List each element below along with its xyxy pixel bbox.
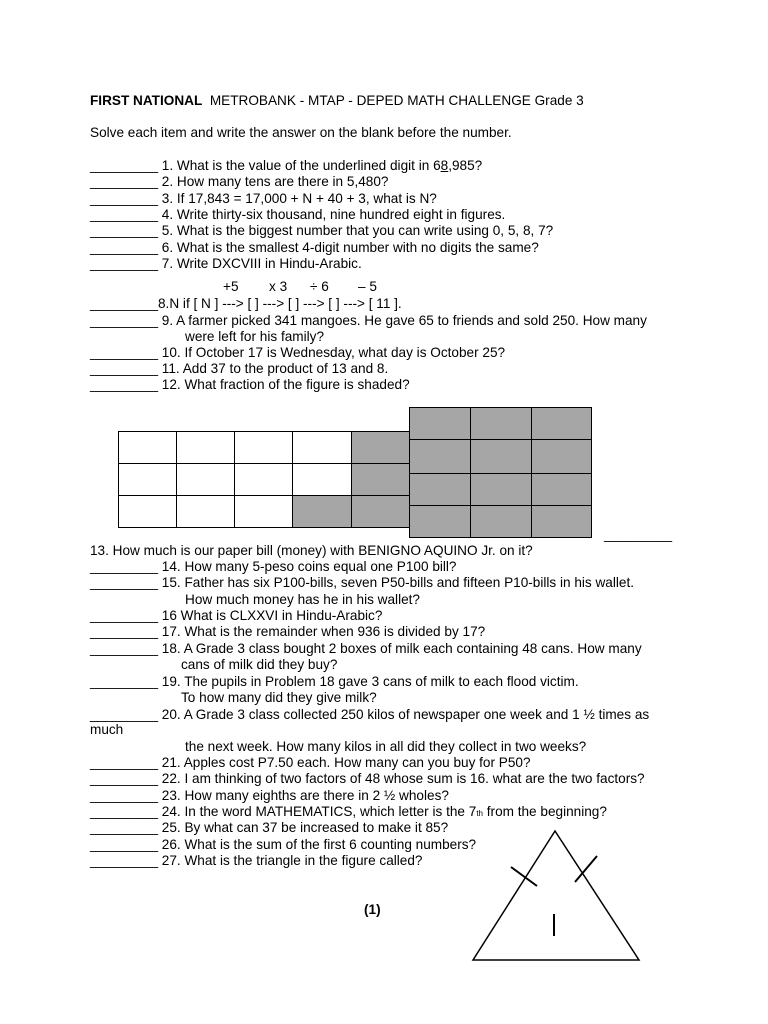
question-24: _________ 24. In the word MATHEMATICS, which letter is the 7th from the beginning? xyxy=(90,804,607,819)
answer-blank[interactable]: _________ xyxy=(90,377,159,392)
question-21: _________ 21. Apples cost P7.50 each. How many can you buy for P50? xyxy=(90,755,531,770)
answer-blank[interactable]: _________ xyxy=(90,788,159,803)
answer-blank[interactable]: _________ xyxy=(90,575,159,590)
question-27: _________ 27. What is the triangle in the figure called? xyxy=(90,853,423,868)
instructions: Solve each item and write the answer on the blank before the number. xyxy=(90,125,512,140)
question-9-continued: were left for his family? xyxy=(185,329,325,344)
answer-blank[interactable]: _________ xyxy=(90,191,159,206)
question-19: _________ 19. The pupils in Problem 18 gave 3 cans of milk to each flood victim. xyxy=(90,674,579,689)
answer-blank[interactable]: _________ xyxy=(90,256,159,271)
answer-blank[interactable]: _________ xyxy=(90,624,159,639)
answer-blank[interactable]: _________ xyxy=(90,361,159,376)
answer-blank[interactable]: _________ xyxy=(90,707,159,722)
question-7: _________ 7. Write DXCVIII in Hindu-Arabic. xyxy=(90,256,362,271)
question-1: _________ 1. What is the value of the underlined digit in 68,985? xyxy=(90,158,483,173)
question-15: _________ 15. Father has six P100-bills, seven P50-bills and fifteen P10-bills in his wallet. xyxy=(90,575,635,590)
question-12: _________ 12. What fraction of the figure is shaded? xyxy=(90,377,410,392)
question-13: 13. How much is our paper bill (money) with BENIGNO AQUINO Jr. on it? xyxy=(90,543,533,558)
title-rest: METROBANK - MTAP - DEPED MATH CHALLENGE Grade 3 xyxy=(209,93,584,108)
question-15-continued: How much money has he in his wallet? xyxy=(185,592,420,607)
answer-blank[interactable]: _________ xyxy=(90,837,159,852)
question-6: _________ 6. What is the smallest 4-digit number with no digits the same? xyxy=(90,240,539,255)
question-10: _________ 10. If October 17 is Wednesday, what day is October 25? xyxy=(90,345,506,360)
question-2: _________ 2. How many tens are there in 5,480? xyxy=(90,174,389,189)
op-minus-5: – 5 xyxy=(358,279,377,294)
question-4: _________ 4. Write thirty-six thousand, nine hundred eight in figures. xyxy=(90,207,506,222)
question-9: _________ 9. A farmer picked 341 mangoes. He gave 65 to friends and sold 250. How many xyxy=(90,313,647,328)
answer-blank[interactable]: _________ xyxy=(90,223,159,238)
question-20: _________ 20. A Grade 3 class collected 250 kilos of newspaper one week and 1 ½ times as xyxy=(90,707,650,722)
question-11: _________ 11. Add 37 to the product of 13 and 8. xyxy=(90,361,389,376)
op-divide-6: ÷ 6 xyxy=(310,279,329,294)
answer-blank-13[interactable]: _________ xyxy=(604,527,673,542)
question-23: _________ 23. How many eighths are there in 2 ½ wholes? xyxy=(90,788,449,803)
answer-blank[interactable]: _________ xyxy=(90,158,159,173)
answer-blank[interactable]: _________ xyxy=(90,755,159,770)
answer-blank[interactable]: _________ xyxy=(90,771,159,786)
question-20-continued: the next week. How many kilos in all did they collect in two weeks? xyxy=(185,739,587,754)
answer-blank[interactable]: _________ xyxy=(90,296,159,311)
answer-blank[interactable]: _________ xyxy=(90,674,159,689)
question-8: _________8.N if [ N ] ---> [ ] ---> [ ] ---> [ ] ---> [ 11 ]. xyxy=(90,296,402,311)
answer-blank[interactable]: _________ xyxy=(90,313,159,328)
question-22: _________ 22. I am thinking of two factors of 48 whose sum is 16. what are the two factors? xyxy=(90,771,645,786)
title-bold: FIRST NATIONAL xyxy=(90,93,203,108)
question-16: _________ 16 What is CLXXVI in Hindu-Arabic? xyxy=(90,608,383,623)
answer-blank[interactable]: _________ xyxy=(90,345,159,360)
answer-blank[interactable]: _________ xyxy=(90,853,159,868)
answer-blank[interactable]: _________ xyxy=(90,641,159,656)
answer-blank[interactable]: _________ xyxy=(90,207,159,222)
question-19-continued: To how many did they give milk? xyxy=(181,690,377,705)
page-number: (1) xyxy=(364,902,381,917)
tick-mark-left xyxy=(511,867,537,886)
question-20-wrap: much xyxy=(90,722,124,737)
ordinal-suffix: th xyxy=(476,809,483,818)
answer-blank[interactable]: _________ xyxy=(90,174,159,189)
question-26: _________ 26. What is the sum of the first 6 counting numbers? xyxy=(90,837,477,852)
question-3: _________ 3. If 17,843 = 17,000 + N + 40 + 3, what is N? xyxy=(90,191,437,206)
answer-blank[interactable]: _________ xyxy=(90,240,159,255)
question-17: _________ 17. What is the remainder when 936 is divided by 17? xyxy=(90,624,486,639)
question-18: _________ 18. A Grade 3 class bought 2 boxes of milk each containing 48 cans. How many xyxy=(90,641,642,656)
question-18-continued: cans of milk did they buy? xyxy=(181,657,338,672)
triangle xyxy=(473,831,639,960)
answer-blank[interactable]: _________ xyxy=(90,820,159,835)
answer-blank[interactable]: _________ xyxy=(90,559,159,574)
answer-blank[interactable]: _________ xyxy=(90,804,159,819)
question-25: _________ 25. By what can 37 be increased to make it 85? xyxy=(90,820,449,835)
op-plus-5: +5 xyxy=(223,279,239,294)
question-5: _________ 5. What is the biggest number that you can write using 0, 5, 8, 7? xyxy=(90,223,554,238)
underlined-digit: 8 xyxy=(440,158,449,173)
question-14: _________ 14. How many 5-peso coins equal one P100 bill? xyxy=(90,559,457,574)
answer-blank[interactable]: _________ xyxy=(90,608,159,623)
op-times-3: x 3 xyxy=(269,279,288,294)
